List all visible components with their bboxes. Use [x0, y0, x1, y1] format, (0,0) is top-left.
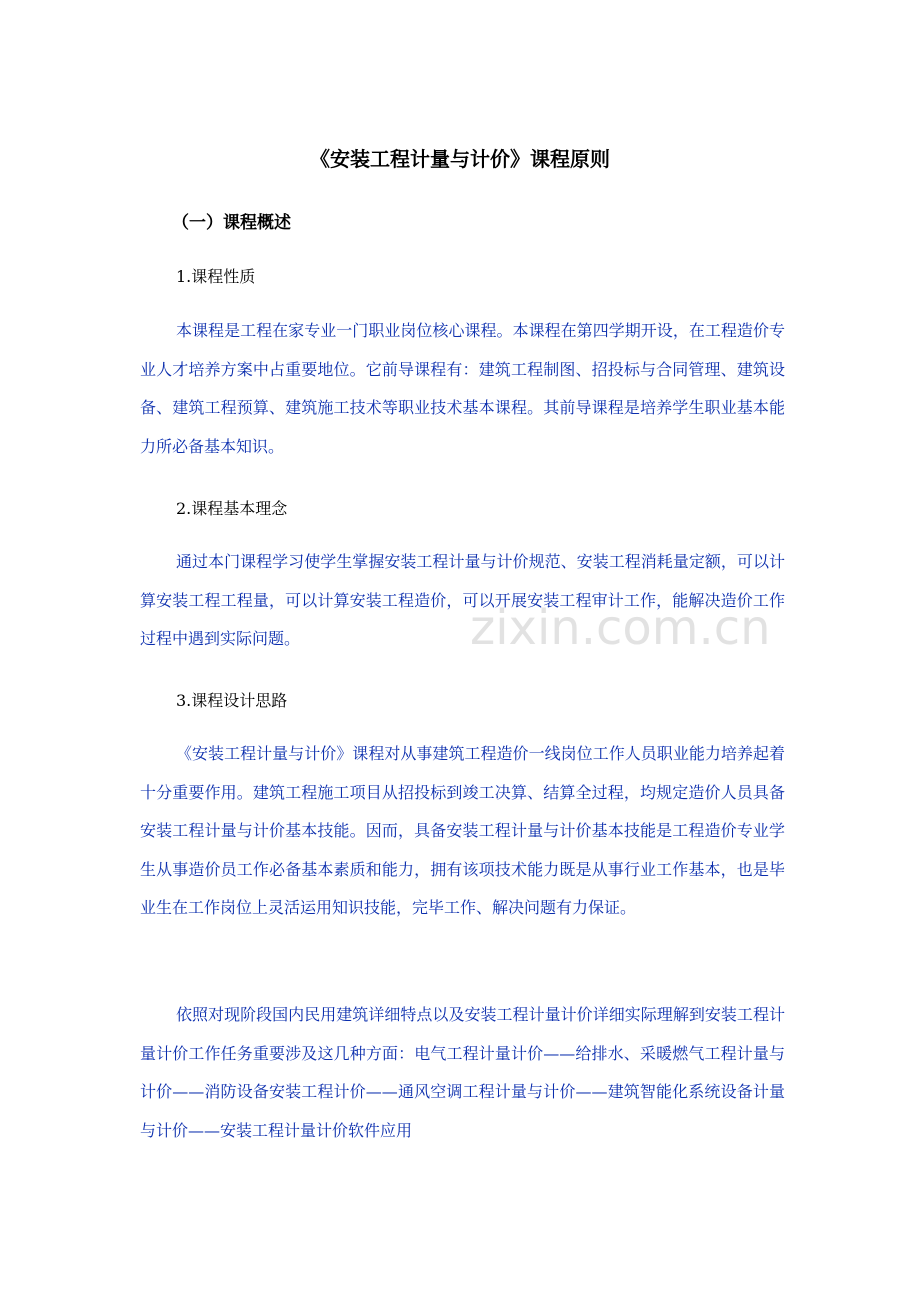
paragraph-design-idea: 《安装工程计量与计价》课程对从事建筑工程造价一线岗位工作人员职业能力培养起着十分重要作用。建筑工程施工项目从招投标到竣工决算、结算全过程，均规定造价人员具备安装工程计量与计价基本技能。因而，具备安装工程计量与计价基本技能是工程造价专业学生从事造价员工作必备基本素质和能力，拥有该项技术能力既是从事行业工作基本，也是毕业生在工作岗位上灵活运用知识技能，完毕工作、解决问题有力保证。: [140, 744, 785, 917]
paragraph-work-tasks: 依照对现阶段国内民用建筑详细特点以及安装工程计量计价详细实际理解到安装工程计量计价工作任务重要涉及这几种方面：电气工程计量计价——给排水、采暖燃气工程计量与计价——消防设备安装工程计价——通风空调工程计量与计价——建筑智能化系统设备计量与计价——安装工程计量计价软件应用: [140, 1005, 785, 1140]
watermark: zixin.com.cn: [470, 600, 771, 656]
document-title: 《安装工程计量与计价》课程原则: [310, 147, 610, 171]
item-heading-basic-concept: 2.课程基本理念: [176, 499, 288, 518]
paragraph-course-nature: 本课程是工程在家专业一门职业岗位核心课程。本课程在第四学期开设，在工程造价专业人才培养方案中占重要地位。它前导课程有：建筑工程制图、招投标与合同管理、建筑设备、建筑工程预算、建筑施工技术等职业技术基本课程。其前导课程是培养学生职业基本能力所必备基本知识。: [140, 321, 785, 456]
paragraph-basic-concept: 通过本门课程学习使学生掌握安装工程计量与计价规范、安装工程消耗量定额，可以计算安装工程工程量，可以计算安装工程造价，可以开展安装工程审计工作，能解决造价工作过程中遇到实际问题。: [140, 552, 785, 648]
section-heading: （一）课程概述: [172, 213, 291, 233]
item-heading-course-nature: 1.课程性质: [176, 267, 256, 286]
item-heading-design-idea: 3.课程设计思路: [176, 691, 288, 710]
